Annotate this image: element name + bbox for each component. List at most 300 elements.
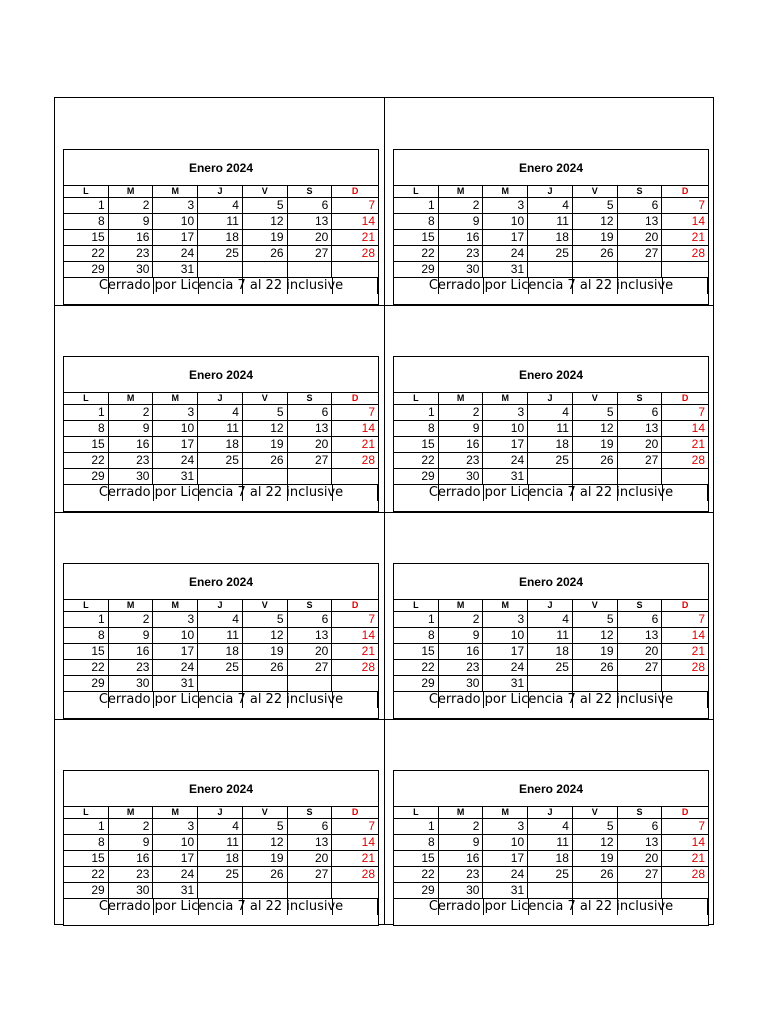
weekday-label: M	[439, 186, 484, 197]
day-cell: 29	[64, 883, 109, 898]
day-cell	[528, 883, 573, 898]
day-cell: 24	[153, 867, 198, 882]
weekday-label: D	[681, 807, 689, 817]
day-cell: 15	[394, 851, 439, 866]
day-cell: 6	[288, 819, 333, 834]
day-cell	[618, 469, 663, 484]
day-cell: 8	[64, 214, 109, 229]
day-cell	[332, 469, 378, 484]
week-row	[64, 230, 378, 246]
weekday-label: M	[153, 393, 198, 404]
closure-note: Cerrado por Licencia 7 al 22 inclusive	[98, 278, 344, 293]
day-cell: 14	[361, 421, 376, 435]
day-cell: 2	[109, 612, 154, 627]
weekday-label: M	[483, 393, 528, 404]
day-cell: 17	[153, 644, 198, 659]
day-cell: 27	[288, 453, 333, 468]
column-divider	[384, 98, 385, 924]
day-cell	[332, 676, 378, 691]
day-cell: 24	[153, 453, 198, 468]
day-cell: 19	[243, 851, 288, 866]
day-cell: 2	[439, 198, 484, 213]
weekday-label: S	[618, 393, 663, 404]
day-cell: 22	[64, 660, 109, 675]
day-cell: 13	[618, 214, 663, 229]
day-cell: 15	[394, 230, 439, 245]
day-cell: 19	[243, 644, 288, 659]
day-cell: 21	[691, 851, 706, 865]
day-cell: 28	[691, 867, 706, 881]
day-cell: 1	[394, 198, 439, 213]
day-cell: 30	[439, 883, 484, 898]
day-cell: 19	[573, 230, 618, 245]
day-cell: 2	[439, 819, 484, 834]
day-cell: 16	[109, 644, 154, 659]
weekday-label: M	[483, 186, 528, 197]
week-row	[64, 421, 378, 437]
day-cell: 7	[698, 819, 706, 833]
day-cell: 31	[153, 883, 198, 898]
day-cell: 12	[243, 214, 288, 229]
day-cell: 22	[64, 867, 109, 882]
day-cell: 18	[198, 644, 243, 659]
day-cell: 3	[153, 819, 198, 834]
day-cell	[528, 262, 573, 277]
day-cell	[528, 469, 573, 484]
day-cell: 30	[439, 676, 484, 691]
day-cell: 13	[288, 835, 333, 850]
week-row	[64, 198, 378, 214]
day-cell: 10	[153, 214, 198, 229]
day-cell: 12	[243, 628, 288, 643]
day-cell: 17	[153, 230, 198, 245]
calendar-title: Enero 2024	[64, 357, 378, 393]
day-cell: 20	[618, 230, 663, 245]
calendar-title: Enero 2024	[394, 150, 708, 186]
calendar-title: Enero 2024	[64, 564, 378, 600]
day-cell	[618, 676, 663, 691]
day-cell: 19	[573, 437, 618, 452]
weekday-label: M	[109, 807, 154, 818]
day-cell: 25	[198, 867, 243, 882]
day-cell	[198, 883, 243, 898]
day-cell: 29	[64, 676, 109, 691]
day-cell: 15	[64, 851, 109, 866]
day-cell: 17	[153, 437, 198, 452]
calendar-grid	[394, 807, 708, 915]
day-cell: 6	[618, 198, 663, 213]
day-cell: 17	[153, 851, 198, 866]
day-cell: 14	[361, 835, 376, 849]
day-cell: 8	[64, 835, 109, 850]
day-cell: 3	[153, 405, 198, 420]
weekday-label: S	[288, 600, 333, 611]
day-cell	[288, 469, 333, 484]
weekday-label: M	[153, 600, 198, 611]
day-cell: 25	[528, 246, 573, 261]
weekday-header-row	[394, 600, 708, 612]
day-cell: 4	[198, 198, 243, 213]
day-cell: 10	[483, 214, 528, 229]
calendar-card	[393, 356, 709, 512]
day-cell: 31	[153, 262, 198, 277]
calendar-title: Enero 2024	[394, 771, 708, 807]
day-cell: 23	[439, 660, 484, 675]
day-cell: 23	[109, 246, 154, 261]
day-cell: 3	[483, 819, 528, 834]
weekday-label: S	[288, 807, 333, 818]
day-cell: 12	[243, 835, 288, 850]
day-cell: 17	[483, 644, 528, 659]
weekday-header-row	[64, 807, 378, 819]
day-cell: 11	[528, 835, 573, 850]
day-cell: 30	[439, 469, 484, 484]
day-cell: 21	[361, 230, 376, 244]
day-cell: 26	[243, 246, 288, 261]
week-row	[64, 437, 378, 453]
week-row	[394, 246, 708, 262]
weekday-label: L	[64, 393, 109, 404]
day-cell: 15	[64, 230, 109, 245]
weekday-label: M	[109, 186, 154, 197]
day-cell: 4	[198, 405, 243, 420]
day-cell: 5	[243, 405, 288, 420]
row-divider	[55, 719, 713, 720]
day-cell: 20	[288, 851, 333, 866]
week-row	[64, 644, 378, 660]
day-cell: 9	[109, 421, 154, 436]
weekday-label: S	[288, 186, 333, 197]
day-cell	[662, 262, 708, 277]
day-cell: 11	[528, 421, 573, 436]
day-cell: 6	[618, 819, 663, 834]
weekday-label: L	[64, 186, 109, 197]
weekday-label: M	[439, 807, 484, 818]
day-cell: 30	[109, 676, 154, 691]
day-cell: 30	[109, 469, 154, 484]
day-cell: 10	[153, 628, 198, 643]
week-row	[394, 867, 708, 883]
day-cell: 16	[439, 644, 484, 659]
day-cell: 27	[618, 867, 663, 882]
day-cell: 2	[109, 405, 154, 420]
day-cell: 29	[64, 469, 109, 484]
day-cell	[662, 883, 708, 898]
day-cell: 4	[528, 198, 573, 213]
day-cell: 16	[439, 437, 484, 452]
day-cell	[288, 676, 333, 691]
day-cell: 1	[64, 819, 109, 834]
day-cell: 14	[691, 214, 706, 228]
day-cell: 21	[361, 644, 376, 658]
day-cell: 11	[198, 628, 243, 643]
calendar-title: Enero 2024	[64, 771, 378, 807]
day-cell: 1	[394, 612, 439, 627]
day-cell: 6	[288, 612, 333, 627]
day-cell: 14	[691, 835, 706, 849]
day-cell: 19	[243, 230, 288, 245]
day-cell: 11	[198, 421, 243, 436]
day-cell: 28	[691, 453, 706, 467]
day-cell: 23	[109, 867, 154, 882]
day-cell: 16	[439, 851, 484, 866]
day-cell: 4	[528, 612, 573, 627]
day-cell: 10	[483, 835, 528, 850]
weekday-label: J	[528, 807, 573, 818]
day-cell: 9	[439, 214, 484, 229]
week-row	[394, 612, 708, 628]
weekday-header-row	[64, 600, 378, 612]
weekday-label: L	[64, 600, 109, 611]
day-cell: 3	[483, 198, 528, 213]
day-cell: 20	[288, 437, 333, 452]
weekday-label: S	[618, 186, 663, 197]
weekday-label: V	[243, 807, 288, 818]
day-cell: 23	[109, 453, 154, 468]
day-cell: 26	[243, 660, 288, 675]
day-cell: 7	[698, 405, 706, 419]
day-cell: 6	[618, 405, 663, 420]
weekday-label: M	[439, 393, 484, 404]
day-cell: 8	[64, 421, 109, 436]
day-cell: 24	[483, 453, 528, 468]
day-cell: 8	[394, 835, 439, 850]
day-cell	[573, 262, 618, 277]
day-cell: 9	[109, 628, 154, 643]
day-cell: 15	[394, 644, 439, 659]
week-row	[394, 214, 708, 230]
day-cell: 24	[153, 246, 198, 261]
day-cell: 1	[394, 819, 439, 834]
day-cell: 20	[288, 230, 333, 245]
day-cell: 28	[361, 660, 376, 674]
day-cell: 30	[439, 262, 484, 277]
day-cell: 28	[361, 246, 376, 260]
day-cell: 7	[368, 612, 376, 626]
day-cell: 26	[573, 453, 618, 468]
day-cell: 10	[483, 421, 528, 436]
calendar-grid	[394, 600, 708, 708]
day-cell: 21	[361, 437, 376, 451]
day-cell	[662, 676, 708, 691]
day-cell: 8	[64, 628, 109, 643]
weekday-label: D	[681, 600, 689, 610]
closure-note: Cerrado por Licencia 7 al 22 inclusive	[98, 485, 344, 500]
weekday-label: M	[109, 393, 154, 404]
day-cell: 9	[109, 214, 154, 229]
day-cell: 18	[528, 230, 573, 245]
weekday-label: V	[573, 393, 618, 404]
day-cell	[573, 883, 618, 898]
weekday-label: J	[198, 186, 243, 197]
calendar-grid	[64, 807, 378, 915]
day-cell: 4	[198, 612, 243, 627]
day-cell: 18	[198, 851, 243, 866]
day-cell: 13	[288, 421, 333, 436]
calendar-title: Enero 2024	[394, 357, 708, 393]
day-cell: 31	[153, 469, 198, 484]
day-cell: 16	[109, 851, 154, 866]
day-cell: 5	[243, 612, 288, 627]
day-cell: 1	[64, 405, 109, 420]
week-row	[64, 214, 378, 230]
day-cell: 8	[394, 628, 439, 643]
day-cell: 2	[109, 198, 154, 213]
week-row	[394, 883, 708, 899]
day-cell: 31	[483, 469, 528, 484]
day-cell: 25	[198, 660, 243, 675]
week-row	[64, 883, 378, 899]
day-cell: 29	[394, 262, 439, 277]
calendar-card	[393, 149, 709, 305]
closure-note-row	[394, 899, 708, 915]
day-cell: 1	[64, 612, 109, 627]
day-cell: 19	[573, 644, 618, 659]
week-row	[64, 819, 378, 835]
day-cell: 6	[288, 405, 333, 420]
day-cell: 5	[573, 405, 618, 420]
day-cell: 18	[528, 851, 573, 866]
day-cell: 16	[109, 437, 154, 452]
weekday-label: V	[243, 393, 288, 404]
week-row	[394, 230, 708, 246]
weekday-label: J	[198, 600, 243, 611]
day-cell: 4	[528, 819, 573, 834]
day-cell: 5	[243, 819, 288, 834]
day-cell: 8	[394, 421, 439, 436]
day-cell: 3	[483, 405, 528, 420]
day-cell: 29	[394, 676, 439, 691]
calendar-card	[63, 563, 379, 719]
day-cell: 9	[439, 421, 484, 436]
day-cell: 28	[691, 246, 706, 260]
day-cell: 29	[394, 883, 439, 898]
day-cell: 27	[618, 246, 663, 261]
weekday-label: V	[243, 600, 288, 611]
closure-note-row	[394, 278, 708, 294]
weekday-label: S	[618, 807, 663, 818]
day-cell: 7	[368, 405, 376, 419]
week-row	[394, 676, 708, 692]
day-cell: 23	[439, 453, 484, 468]
weekday-label: S	[618, 600, 663, 611]
day-cell: 14	[691, 421, 706, 435]
day-cell: 26	[573, 867, 618, 882]
day-cell: 22	[394, 246, 439, 261]
weekday-label: V	[573, 600, 618, 611]
day-cell: 2	[109, 819, 154, 834]
day-cell: 16	[439, 230, 484, 245]
day-cell: 11	[198, 835, 243, 850]
day-cell: 12	[573, 214, 618, 229]
weekday-label: D	[681, 393, 689, 403]
closure-note: Cerrado por Licencia 7 al 22 inclusive	[428, 278, 674, 293]
day-cell: 21	[691, 230, 706, 244]
day-cell: 23	[109, 660, 154, 675]
day-cell	[662, 469, 708, 484]
day-cell: 8	[394, 214, 439, 229]
week-row	[394, 262, 708, 278]
day-cell: 12	[573, 628, 618, 643]
day-cell: 24	[483, 867, 528, 882]
weekday-label: J	[198, 807, 243, 818]
weekday-label: D	[681, 186, 689, 196]
day-cell: 25	[528, 660, 573, 675]
day-cell: 26	[243, 453, 288, 468]
weekday-label: D	[351, 807, 359, 817]
weekday-label: M	[439, 600, 484, 611]
calendar-card	[63, 149, 379, 305]
day-cell: 31	[483, 262, 528, 277]
day-cell: 5	[573, 198, 618, 213]
day-cell: 31	[483, 676, 528, 691]
day-cell: 12	[573, 835, 618, 850]
weekday-label: D	[351, 186, 359, 196]
week-row	[64, 867, 378, 883]
day-cell: 20	[618, 437, 663, 452]
day-cell: 1	[64, 198, 109, 213]
day-cell: 28	[361, 867, 376, 881]
day-cell: 11	[198, 214, 243, 229]
day-cell: 26	[573, 246, 618, 261]
calendar-grid	[64, 600, 378, 708]
day-cell: 14	[361, 628, 376, 642]
weekday-label: M	[483, 807, 528, 818]
calendar-title: Enero 2024	[64, 150, 378, 186]
day-cell: 5	[573, 612, 618, 627]
day-cell: 22	[394, 660, 439, 675]
week-row	[64, 660, 378, 676]
day-cell: 10	[153, 421, 198, 436]
week-row	[394, 628, 708, 644]
day-cell: 18	[528, 644, 573, 659]
day-cell: 25	[198, 246, 243, 261]
weekday-label: J	[528, 393, 573, 404]
closure-note-row	[64, 899, 378, 915]
day-cell	[528, 676, 573, 691]
day-cell: 9	[109, 835, 154, 850]
day-cell	[288, 262, 333, 277]
week-row	[394, 198, 708, 214]
weekday-label: D	[351, 600, 359, 610]
day-cell: 15	[394, 437, 439, 452]
week-row	[394, 453, 708, 469]
weekday-label: M	[153, 186, 198, 197]
day-cell: 27	[288, 246, 333, 261]
weekday-label: L	[64, 807, 109, 818]
weekday-header-row	[394, 186, 708, 198]
day-cell: 12	[243, 421, 288, 436]
week-row	[394, 437, 708, 453]
day-cell	[618, 262, 663, 277]
day-cell: 26	[573, 660, 618, 675]
weekday-label: L	[394, 393, 439, 404]
weekday-label: M	[109, 600, 154, 611]
week-row	[394, 835, 708, 851]
day-cell: 13	[288, 628, 333, 643]
calendar-grid	[64, 393, 378, 501]
day-cell: 18	[198, 230, 243, 245]
day-cell	[198, 676, 243, 691]
calendar-card	[63, 356, 379, 512]
day-cell	[618, 883, 663, 898]
day-cell: 7	[368, 819, 376, 833]
day-cell: 20	[618, 851, 663, 866]
closure-note: Cerrado por Licencia 7 al 22 inclusive	[98, 692, 344, 707]
weekday-label: J	[198, 393, 243, 404]
weekday-label: D	[351, 393, 359, 403]
weekday-label: M	[153, 807, 198, 818]
